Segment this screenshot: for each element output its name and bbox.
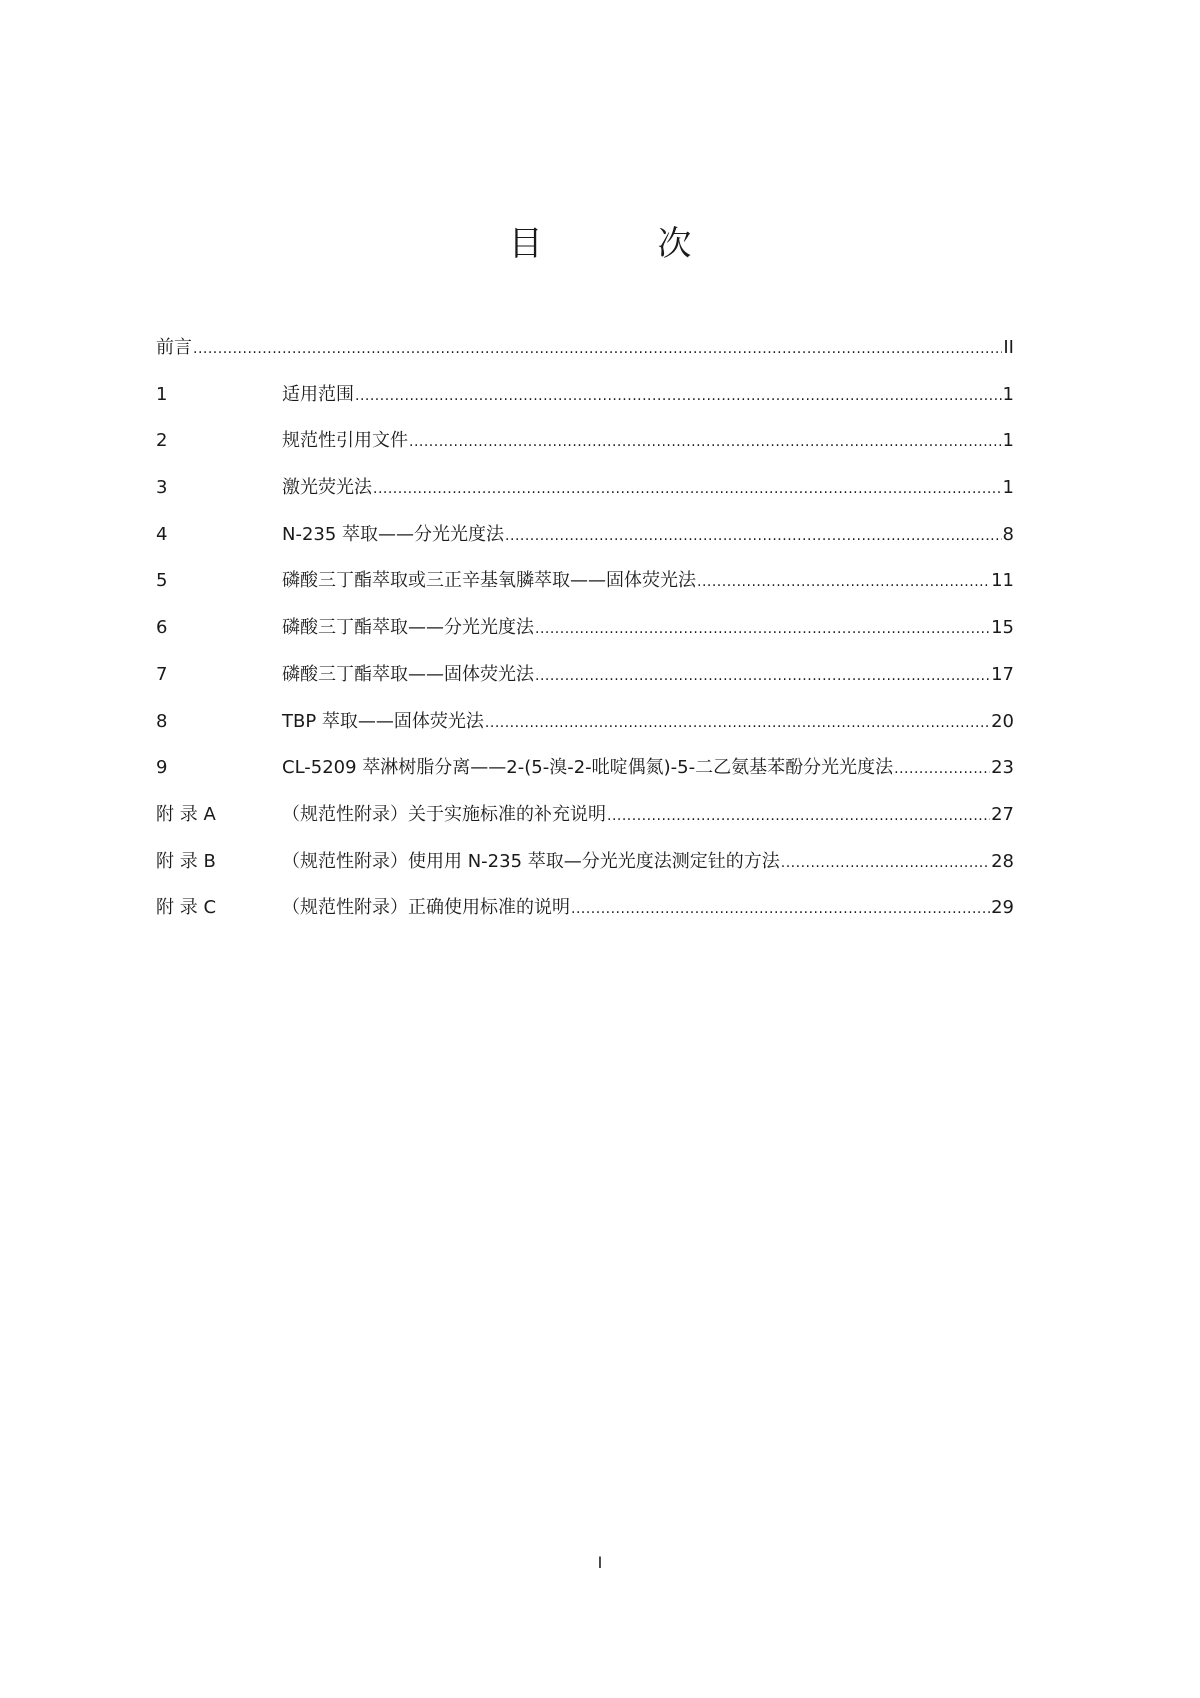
toc-entry-number: 9 <box>156 757 168 779</box>
dot-leader <box>535 616 990 641</box>
toc-entry-7[interactable] <box>156 663 1014 710</box>
toc-entry-title: 前言 <box>156 337 192 358</box>
toc-entry-title: （规范性附录）正确使用标准的说明 <box>282 897 570 919</box>
toc-entry-5[interactable] <box>156 569 1014 616</box>
toc-entry-title: （规范性附录）关于实施标准的补充说明 <box>282 803 606 825</box>
toc-entry-number: 5 <box>156 570 168 592</box>
page-title: 目 次 <box>508 224 744 264</box>
toc-entry-number: 8 <box>156 710 168 732</box>
toc-entry-page: 29 <box>991 897 1014 919</box>
toc-entry-page: 1 <box>1002 430 1014 452</box>
toc-entry-number: 附 录 C <box>156 897 217 919</box>
toc-entry-page: 17 <box>991 663 1014 685</box>
toc-entry-page: 23 <box>991 757 1014 779</box>
dot-leader <box>193 336 1002 361</box>
toc-entry-appendix-c[interactable] <box>156 896 1014 943</box>
table-of-contents <box>156 336 1014 943</box>
toc-entry-number: 1 <box>156 383 168 405</box>
toc-entry-title: CL-5209 萃淋树脂分离——2-(5-溴-2-吡啶偶氮)-5-二乙氨基苯酚分光光度法 <box>282 757 894 779</box>
toc-entry-title: 规范性引用文件 <box>282 430 408 452</box>
toc-entry-number: 6 <box>156 617 168 639</box>
toc-entry-page: 1 <box>1002 477 1014 499</box>
toc-entry-9[interactable] <box>156 756 1014 803</box>
toc-entry-page: 11 <box>991 570 1014 592</box>
toc-entry-number: 2 <box>156 430 168 452</box>
toc-entry-page: 27 <box>991 803 1014 825</box>
dot-leader <box>607 803 990 828</box>
toc-entry-page: 15 <box>991 617 1014 639</box>
toc-entry-appendix-a[interactable] <box>156 803 1014 850</box>
toc-entry-title: N-235 萃取——分光光度法 <box>282 523 505 545</box>
toc-entry-title: 磷酸三丁酯萃取——固体荧光法 <box>282 663 534 685</box>
toc-entry-page: 8 <box>1002 523 1014 545</box>
dot-leader <box>781 850 990 875</box>
toc-entry-title: 适用范围 <box>282 383 354 405</box>
toc-entry-title: 激光荧光法 <box>282 477 372 499</box>
toc-entry-page: II <box>1003 337 1014 358</box>
dot-leader <box>373 476 1002 501</box>
toc-entry-foreword[interactable] <box>156 336 1014 383</box>
toc-entry-4[interactable] <box>156 523 1014 570</box>
toc-entry-number: 3 <box>156 477 168 499</box>
toc-entry-1[interactable] <box>156 383 1014 430</box>
toc-entry-number: 附 录 A <box>156 803 216 825</box>
toc-entry-page: 1 <box>1002 383 1014 405</box>
toc-entry-title: TBP 萃取——固体荧光法 <box>282 710 484 732</box>
toc-entry-appendix-b[interactable] <box>156 850 1014 897</box>
toc-entry-title: 磷酸三丁酯萃取或三正辛基氧膦萃取——固体荧光法 <box>282 570 696 592</box>
toc-entry-2[interactable] <box>156 429 1014 476</box>
dot-leader <box>355 383 1002 408</box>
dot-leader <box>409 429 1002 454</box>
page-number: I <box>597 1553 603 1572</box>
dot-leader <box>505 523 1002 548</box>
toc-entry-number: 4 <box>156 523 168 545</box>
toc-entry-title: 磷酸三丁酯萃取——分光光度法 <box>282 617 534 639</box>
toc-entry-page: 28 <box>991 850 1014 872</box>
toc-entry-title: （规范性附录）使用用 N-235 萃取—分光光度法测定钍的方法 <box>282 850 780 872</box>
dot-leader <box>535 663 990 688</box>
toc-entry-8[interactable] <box>156 710 1014 757</box>
toc-entry-page: 20 <box>991 710 1014 732</box>
toc-entry-number: 附 录 B <box>156 850 216 872</box>
dot-leader <box>485 710 990 735</box>
dot-leader <box>894 756 990 781</box>
toc-entry-3[interactable] <box>156 476 1014 523</box>
dot-leader <box>697 569 990 594</box>
toc-entry-number: 7 <box>156 663 168 685</box>
toc-entry-6[interactable] <box>156 616 1014 663</box>
dot-leader <box>571 896 990 921</box>
